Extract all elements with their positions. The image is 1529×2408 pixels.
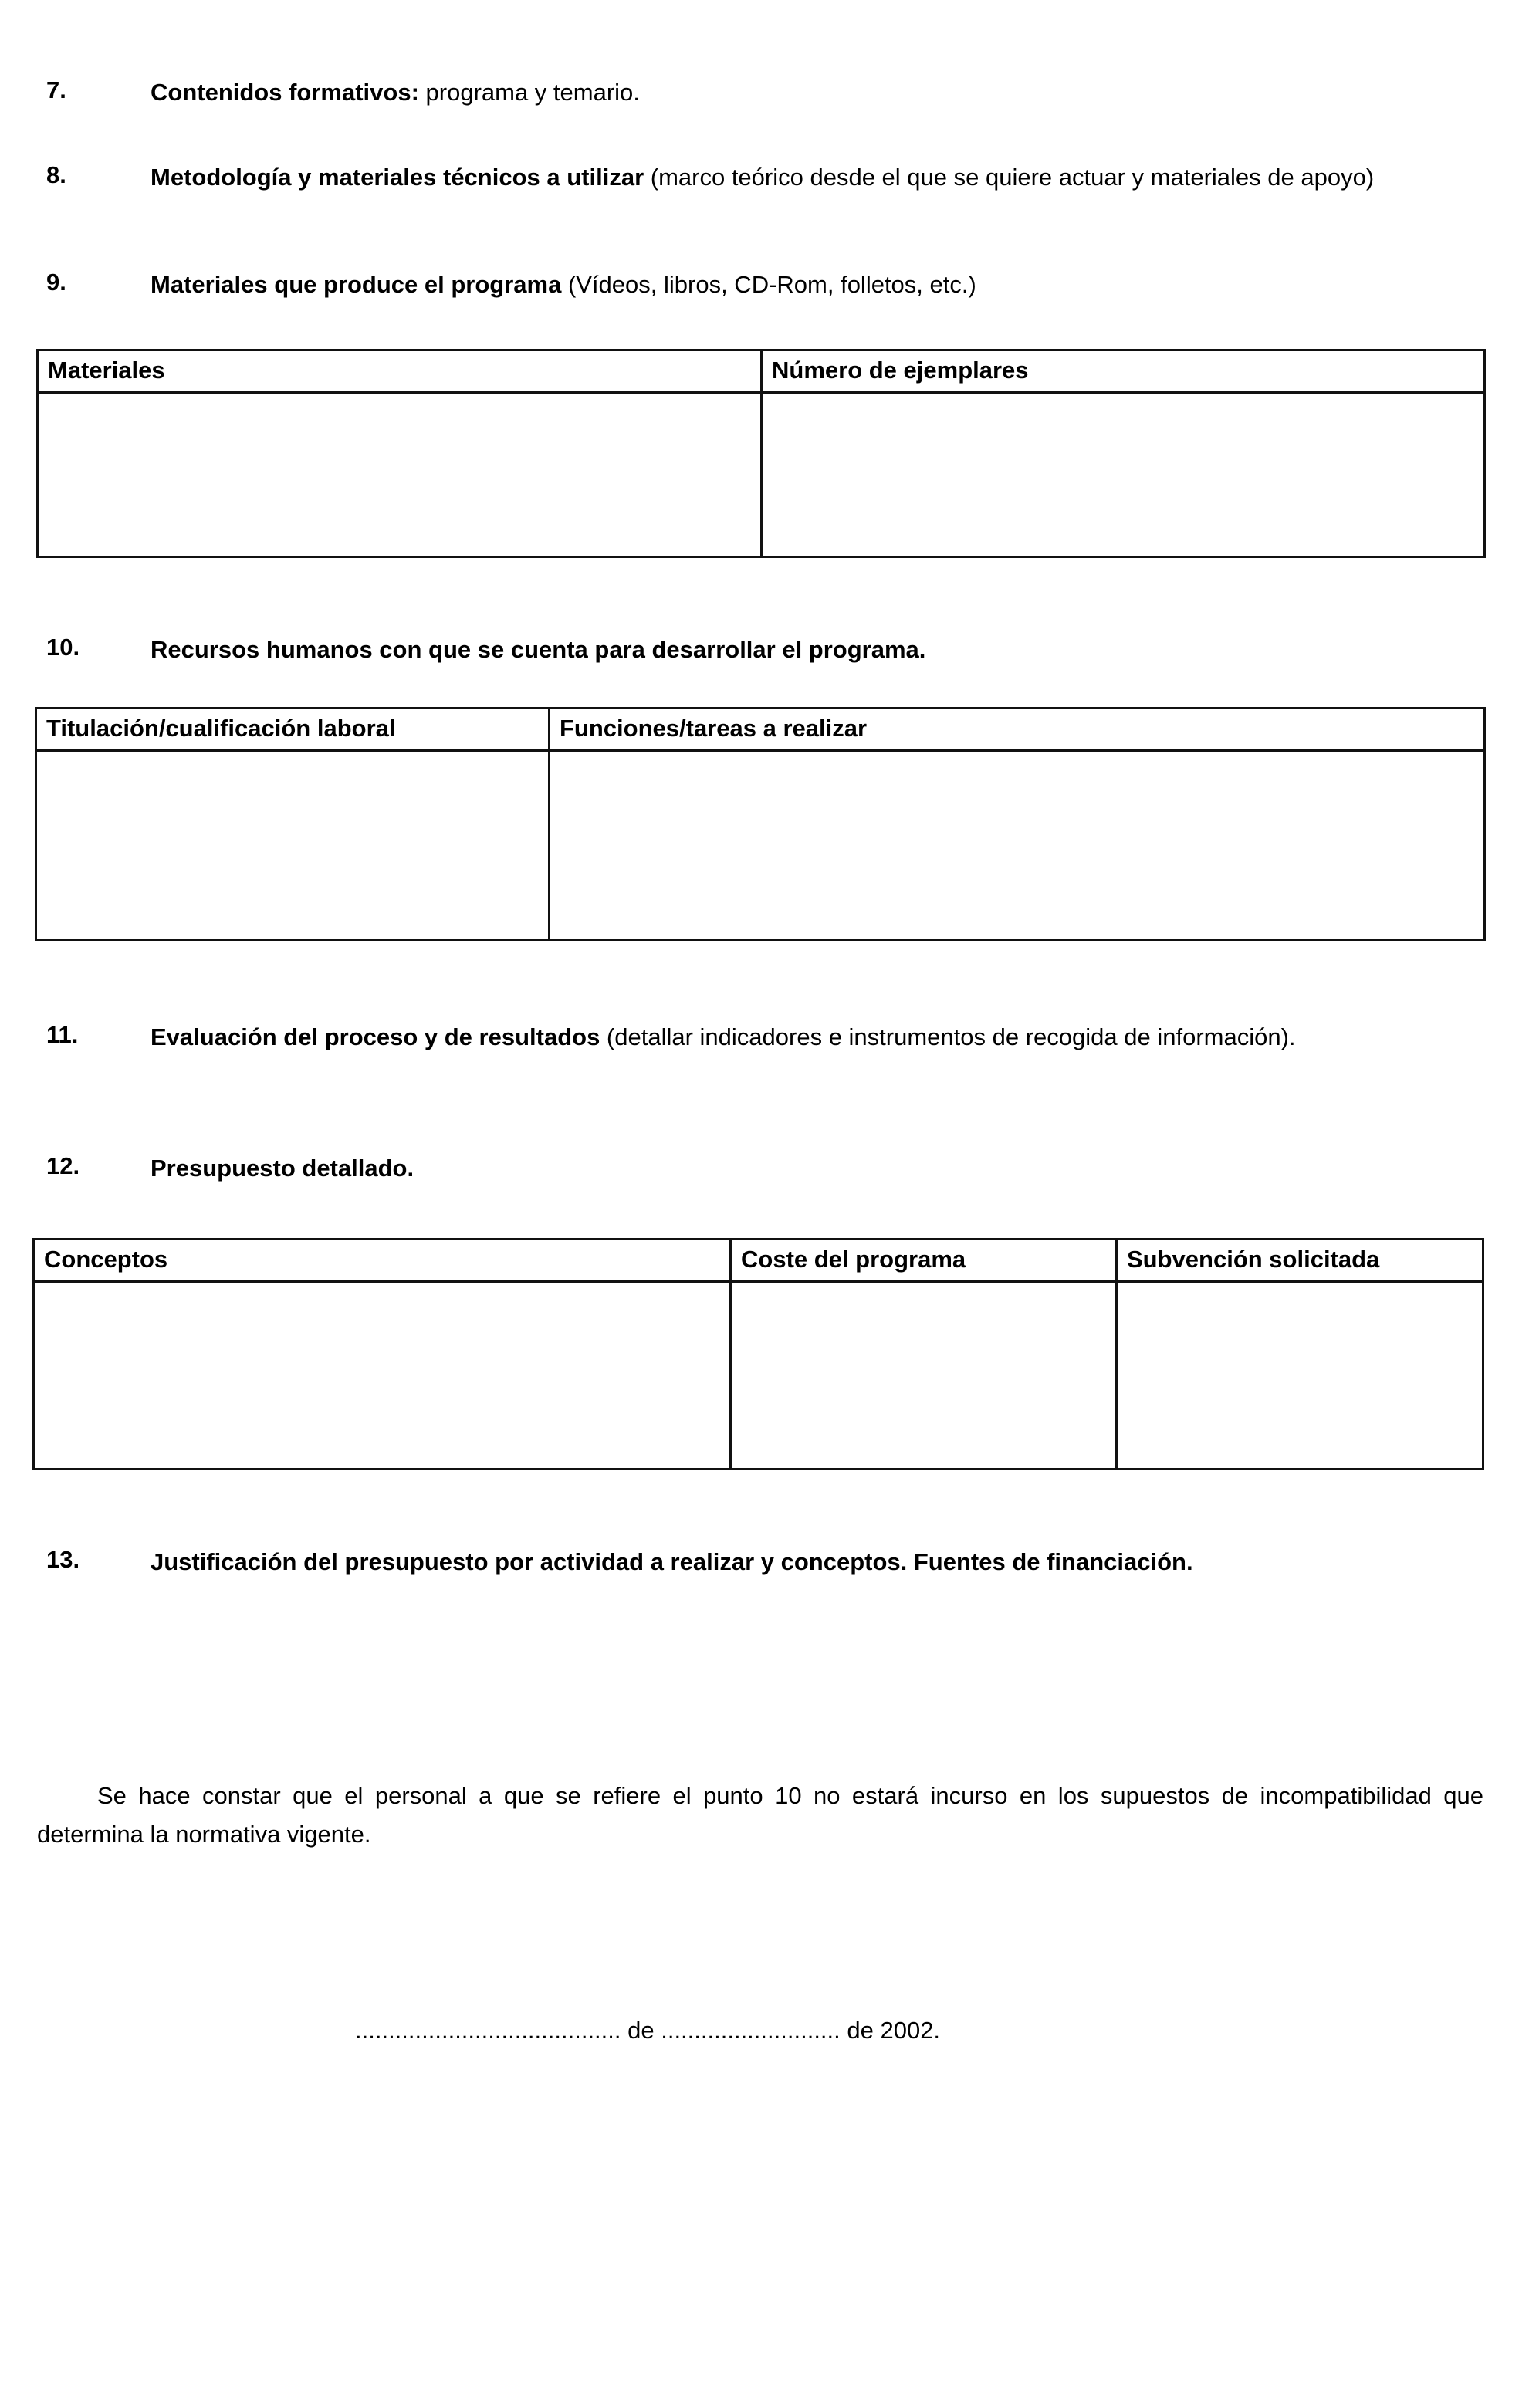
form-item-7-bold: Contenidos formativos:	[151, 79, 419, 106]
form-item-8-regular: (marco teórico desde el que se quiere actuar y materiales de apoyo)	[644, 164, 1375, 191]
form-item-11-number: 11.	[46, 1021, 79, 1048]
recursos-humanos-table	[35, 707, 1486, 941]
form-item-9-bold: Materiales que produce el programa	[151, 271, 562, 298]
table-header-row	[34, 1240, 1483, 1282]
materiales-cell-materiales[interactable]	[38, 393, 762, 557]
presupuesto-col-header-subvencion: Subvención solicitada	[1117, 1240, 1483, 1282]
form-item-12-bold: Presupuesto detallado.	[151, 1155, 414, 1182]
presupuesto-col-header-coste: Coste del programa	[731, 1240, 1117, 1282]
form-item-12	[46, 1150, 1482, 1187]
materiales-col-header-materiales: Materiales	[38, 350, 762, 393]
form-item-11-body	[151, 1019, 1483, 1056]
presupuesto-cell-coste[interactable]	[731, 1282, 1117, 1469]
table-row[interactable]	[38, 393, 1485, 557]
form-item-11-bold: Evaluación del proceso y de resultados	[151, 1023, 600, 1050]
form-item-8-number: 8.	[46, 161, 66, 188]
materiales-table	[36, 349, 1486, 558]
form-item-8-body	[151, 159, 1483, 196]
form-item-8	[46, 159, 1483, 196]
closing-statement	[37, 1777, 1483, 1854]
form-item-13	[46, 1544, 1483, 1581]
form-item-12-body	[151, 1150, 1482, 1187]
recursos-col-header-funciones: Funciones/tareas a realizar	[550, 709, 1485, 751]
table-header-row	[36, 709, 1485, 751]
form-item-9	[46, 266, 1482, 303]
form-item-10	[46, 631, 1482, 668]
form-item-10-bold: Recursos humanos con que se cuenta para desarrollar el programa.	[151, 636, 926, 663]
form-item-7-number: 7.	[46, 76, 66, 103]
form-item-7-regular: programa y temario.	[418, 79, 640, 106]
presupuesto-cell-conceptos[interactable]	[34, 1282, 731, 1469]
form-item-13-number: 13.	[46, 1546, 80, 1573]
presupuesto-table	[32, 1238, 1484, 1470]
table-header-row	[38, 350, 1485, 393]
recursos-cell-funciones[interactable]	[550, 751, 1485, 940]
recursos-cell-titulacion[interactable]	[36, 751, 550, 940]
closing-statement-text: Se hace constar que el personal a que se refiere el punto 10 no estará incurso en los supuestos de incompatibilidad que determina la normativa vigente.	[37, 1782, 1483, 1848]
form-item-9-body	[151, 266, 1482, 303]
materiales-cell-numero[interactable]	[762, 393, 1485, 557]
form-item-12-number: 12.	[46, 1152, 80, 1179]
table-row[interactable]	[36, 751, 1485, 940]
form-item-9-number: 9.	[46, 269, 66, 296]
form-item-11-regular: (detallar indicadores e instrumentos de recogida de información).	[600, 1023, 1296, 1050]
form-item-13-bold: Justificación del presupuesto por actividad a realizar y conceptos. Fuentes de financiación.	[151, 1548, 1193, 1575]
form-item-11	[46, 1019, 1483, 1056]
presupuesto-cell-subvencion[interactable]	[1117, 1282, 1483, 1469]
form-item-10-number: 10.	[46, 634, 80, 661]
form-item-8-bold: Metodología y materiales técnicos a utilizar	[151, 164, 644, 191]
form-item-7-body	[151, 74, 1482, 111]
form-item-13-body	[151, 1544, 1483, 1581]
materiales-col-header-numero: Número de ejemplares	[762, 350, 1485, 393]
presupuesto-col-header-conceptos: Conceptos	[34, 1240, 731, 1282]
form-item-7	[46, 74, 1482, 111]
table-row[interactable]	[34, 1282, 1483, 1469]
date-line[interactable]: ........................................ de ........................... de 2002.	[355, 2017, 941, 2044]
form-item-9-regular: (Vídeos, libros, CD-Rom, folletos, etc.)	[561, 271, 976, 298]
recursos-col-header-titulacion: Titulación/cualificación laboral	[36, 709, 550, 751]
form-item-10-body	[151, 631, 1482, 668]
